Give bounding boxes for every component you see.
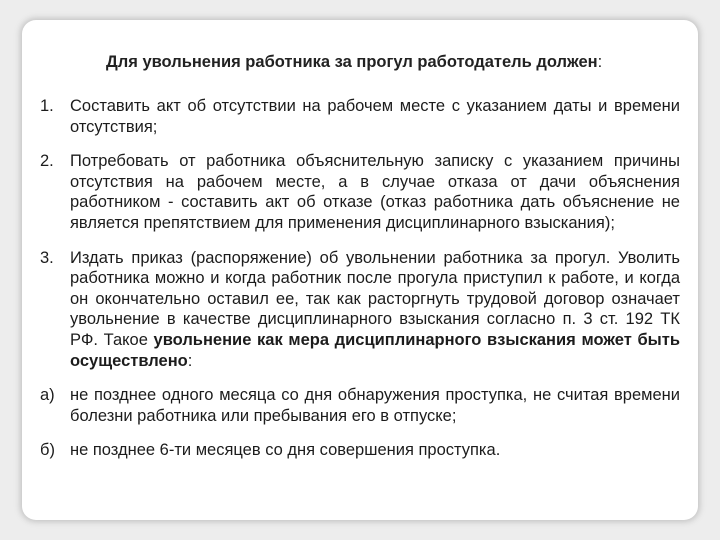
list-item-1 [40,96,680,137]
list-item-a [40,385,680,426]
item-text: не позднее одного месяца со дня обнаружения проступка, не считая времени болезни работника или пребывания его в отпуске; [70,386,680,425]
item-list [40,96,680,475]
list-item-b [40,440,680,461]
item-marker: б) [40,441,55,460]
item-marker: 1. [40,97,54,115]
item-text: Издать приказ (распоряжение) об увольнении работника за прогул. Уволить работника можно и когда работник после прогула приступил к работе, и когда он окончательно оставил ее, так как расторгнуть трудовой договор означает увольнение в качестве дисциплинарного взыскания согласно п. 3 ст. 192 ТК РФ. Такое [70,248,680,349]
slide [22,20,698,520]
list-item-3 [40,248,680,372]
item-text-block [70,248,680,372]
item-text: не позднее 6-ти месяцев со дня совершения проступка. [70,441,501,460]
list-item-2 [40,151,680,233]
item-text: Составить акт об отсутствии на рабочем месте с указанием даты и времени отсутствия; [70,97,680,136]
item-marker: 2. [40,152,54,171]
title-text: Для увольнения работника за прогул работодатель должен [106,53,598,71]
item-text-tail: : [187,351,193,370]
item-marker: а) [40,386,55,405]
item-marker: 3. [40,248,54,267]
item-text-bold: увольнение как мера дисциплинарного взыскания может быть осуществлено [70,330,680,370]
slide-title [106,53,686,72]
title-colon: : [597,53,603,71]
item-text: Потребовать от работника объяснительную записку с указанием причины отсутствия на рабочем месте, а в случае отказа от дачи объяснения работником - составить акт об отказе (отказ работника дать объяснение не является препятствием для применения дисциплинарного взыскания); [70,152,680,232]
